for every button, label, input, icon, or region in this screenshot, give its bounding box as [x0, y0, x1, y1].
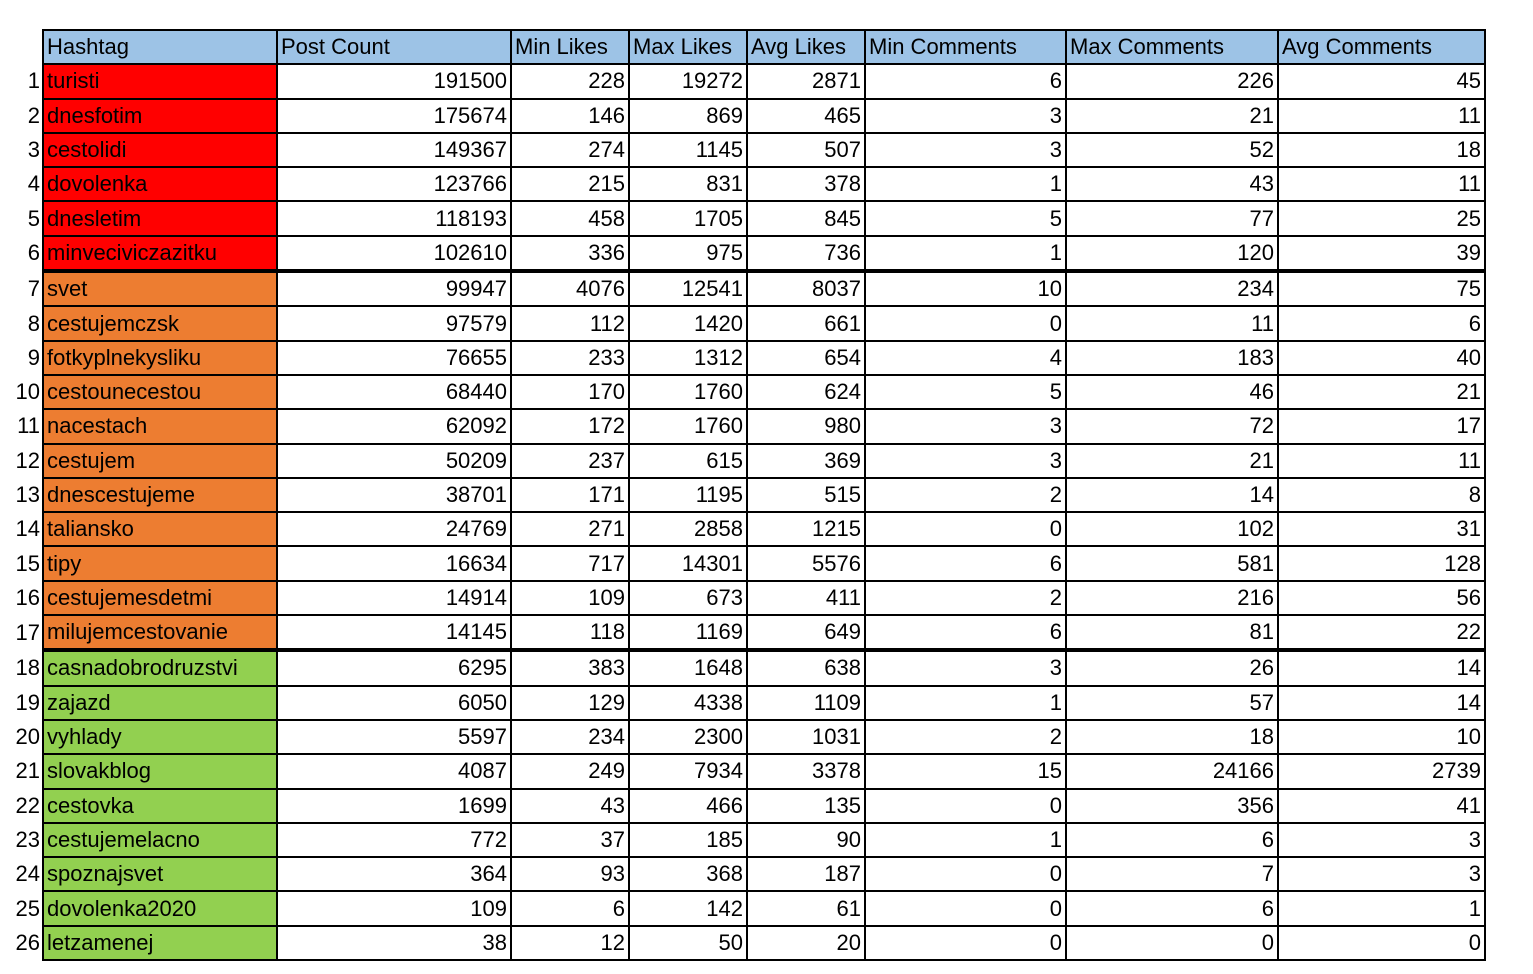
table-row [0, 581, 1485, 615]
column-header-post-count: Post Count [277, 30, 511, 64]
max-likes-cell: 615 [629, 444, 747, 478]
avg-likes-cell: 661 [747, 306, 865, 340]
avg-comments-cell: 11 [1278, 444, 1485, 478]
avg-likes-cell: 5576 [747, 546, 865, 580]
min-comments-cell: 3 [865, 650, 1066, 685]
min-likes-cell: 112 [511, 306, 629, 340]
column-header-avg-likes: Avg Likes [747, 30, 865, 64]
min-comments-cell: 6 [865, 546, 1066, 580]
hashtag-cell: slovakblog [43, 754, 277, 788]
post-count-cell: 14145 [277, 615, 511, 650]
max-likes-cell: 50 [629, 926, 747, 960]
max-comments-cell: 14 [1066, 478, 1278, 512]
avg-likes-cell: 465 [747, 99, 865, 133]
avg-comments-cell: 45 [1278, 64, 1485, 98]
row-number: 5 [27, 205, 40, 231]
avg-likes-cell: 1215 [747, 512, 865, 546]
hashtag-cell: tipy [43, 546, 277, 580]
min-likes-cell: 271 [511, 512, 629, 546]
column-header-max-likes: Max Likes [629, 30, 747, 64]
max-likes-cell: 673 [629, 581, 747, 615]
min-likes-cell: 172 [511, 409, 629, 443]
table-row [0, 754, 1485, 788]
max-likes-cell: 142 [629, 891, 747, 925]
max-comments-cell: 7 [1066, 857, 1278, 891]
min-comments-cell: 0 [865, 926, 1066, 960]
avg-comments-cell: 41 [1278, 789, 1485, 823]
avg-comments-cell: 2739 [1278, 754, 1485, 788]
post-count-cell: 5597 [277, 720, 511, 754]
table-row [0, 99, 1485, 133]
min-likes-cell: 37 [511, 823, 629, 857]
post-count-cell: 118193 [277, 201, 511, 235]
hashtag-cell: casnadobrodruzstvi [43, 650, 277, 685]
max-comments-cell: 81 [1066, 615, 1278, 650]
min-comments-cell: 1 [865, 236, 1066, 271]
row-number: 16 [15, 584, 40, 610]
row-number: 13 [15, 482, 40, 507]
avg-comments-cell: 14 [1278, 686, 1485, 720]
avg-likes-cell: 638 [747, 650, 865, 685]
table-row [0, 306, 1485, 340]
min-likes-cell: 274 [511, 133, 629, 167]
max-comments-cell: 226 [1066, 64, 1278, 98]
min-comments-cell: 3 [865, 444, 1066, 478]
avg-comments-cell: 11 [1278, 167, 1485, 201]
max-comments-cell: 11 [1066, 306, 1278, 340]
avg-comments-cell: 128 [1278, 546, 1485, 580]
column-header-avg-comments: Avg Comments [1278, 30, 1485, 64]
max-comments-cell: 72 [1066, 409, 1278, 443]
row-number: 2 [27, 102, 40, 128]
min-comments-cell: 6 [865, 64, 1066, 98]
max-likes-cell: 12541 [629, 271, 747, 306]
column-header-hashtag: Hashtag [43, 30, 277, 64]
table-row [0, 271, 1485, 306]
row-number: 23 [15, 826, 40, 852]
column-header-min-comments: Min Comments [865, 30, 1066, 64]
min-likes-cell: 129 [511, 686, 629, 720]
row-number: 10 [15, 379, 40, 405]
table-row [0, 167, 1485, 201]
row-number: 26 [15, 929, 40, 955]
max-comments-cell: 0 [1066, 926, 1278, 960]
post-count-cell: 68440 [277, 375, 511, 409]
max-comments-cell: 57 [1066, 686, 1278, 720]
table-row [0, 926, 1485, 960]
max-comments-cell: 77 [1066, 201, 1278, 235]
max-comments-cell: 46 [1066, 375, 1278, 409]
hashtag-cell: cestolidi [43, 133, 277, 167]
avg-likes-cell: 411 [747, 581, 865, 615]
min-comments-cell: 0 [865, 306, 1066, 340]
hashtag-cell: spoznajsvet [43, 857, 277, 891]
min-comments-cell: 15 [865, 754, 1066, 788]
hashtag-cell: fotkyplnekysliku [43, 341, 277, 375]
table-row [0, 512, 1485, 546]
max-likes-cell: 368 [629, 857, 747, 891]
avg-comments-cell: 17 [1278, 409, 1485, 443]
max-comments-cell: 6 [1066, 891, 1278, 925]
row-number: 17 [15, 619, 40, 645]
max-comments-cell: 26 [1066, 650, 1278, 685]
max-likes-cell: 19272 [629, 64, 747, 98]
post-count-cell: 38701 [277, 478, 511, 512]
avg-likes-cell: 1031 [747, 720, 865, 754]
min-likes-cell: 336 [511, 236, 629, 271]
max-likes-cell: 466 [629, 789, 747, 823]
max-likes-cell: 7934 [629, 754, 747, 788]
table-row [0, 720, 1485, 754]
max-comments-cell: 43 [1066, 167, 1278, 201]
row-number: 19 [15, 689, 40, 715]
row-number: 22 [15, 792, 40, 818]
min-likes-cell: 215 [511, 167, 629, 201]
max-likes-cell: 185 [629, 823, 747, 857]
post-count-cell: 6050 [277, 686, 511, 720]
hashtag-cell: cestovka [43, 789, 277, 823]
post-count-cell: 62092 [277, 409, 511, 443]
min-likes-cell: 170 [511, 375, 629, 409]
max-comments-cell: 24166 [1066, 754, 1278, 788]
min-comments-cell: 3 [865, 409, 1066, 443]
avg-comments-cell: 21 [1278, 375, 1485, 409]
post-count-cell: 24769 [277, 512, 511, 546]
min-likes-cell: 249 [511, 754, 629, 788]
row-number: 15 [15, 550, 40, 576]
avg-likes-cell: 90 [747, 823, 865, 857]
max-likes-cell: 1420 [629, 306, 747, 340]
max-likes-cell: 14301 [629, 546, 747, 580]
max-comments-cell: 120 [1066, 236, 1278, 271]
min-comments-cell: 2 [865, 478, 1066, 512]
avg-likes-cell: 1109 [747, 686, 865, 720]
hashtag-cell: dnescestujeme [43, 478, 277, 512]
max-comments-cell: 356 [1066, 789, 1278, 823]
max-likes-cell: 1145 [629, 133, 747, 167]
min-likes-cell: 109 [511, 581, 629, 615]
avg-comments-cell: 3 [1278, 823, 1485, 857]
hashtag-cell: cestujem [43, 444, 277, 478]
table-row [0, 478, 1485, 512]
row-number: 12 [15, 447, 40, 473]
post-count-cell: 76655 [277, 341, 511, 375]
min-comments-cell: 6 [865, 615, 1066, 650]
max-likes-cell: 2300 [629, 720, 747, 754]
avg-likes-cell: 649 [747, 615, 865, 650]
avg-comments-cell: 22 [1278, 615, 1485, 650]
max-likes-cell: 1760 [629, 409, 747, 443]
post-count-cell: 364 [277, 857, 511, 891]
hashtag-cell: dnesletim [43, 201, 277, 235]
row-number: 25 [15, 895, 40, 921]
avg-likes-cell: 515 [747, 478, 865, 512]
row-number: 8 [27, 310, 40, 336]
hashtag-cell: zajazd [43, 686, 277, 720]
avg-comments-cell: 75 [1278, 271, 1485, 306]
post-count-cell: 149367 [277, 133, 511, 167]
max-likes-cell: 831 [629, 167, 747, 201]
max-likes-cell: 1195 [629, 478, 747, 512]
min-likes-cell: 237 [511, 444, 629, 478]
avg-comments-cell: 0 [1278, 926, 1485, 960]
post-count-cell: 175674 [277, 99, 511, 133]
avg-likes-cell: 654 [747, 341, 865, 375]
avg-comments-cell: 31 [1278, 512, 1485, 546]
max-comments-cell: 102 [1066, 512, 1278, 546]
avg-comments-cell: 1 [1278, 891, 1485, 925]
row-number: 21 [15, 758, 40, 784]
row-number: 1 [27, 68, 40, 94]
min-likes-cell: 12 [511, 926, 629, 960]
min-likes-cell: 93 [511, 857, 629, 891]
hashtag-cell: milujemcestovanie [43, 615, 277, 650]
avg-likes-cell: 736 [747, 236, 865, 271]
post-count-cell: 109 [277, 891, 511, 925]
table-row [0, 857, 1485, 891]
hashtag-cell: svet [43, 271, 277, 306]
avg-comments-cell: 11 [1278, 99, 1485, 133]
avg-likes-cell: 980 [747, 409, 865, 443]
post-count-cell: 772 [277, 823, 511, 857]
column-header-min-likes: Min Likes [511, 30, 629, 64]
row-number: 20 [15, 724, 40, 750]
row-number: 11 [17, 413, 40, 439]
hashtag-cell: letzamenej [43, 926, 277, 960]
max-likes-cell: 2858 [629, 512, 747, 546]
avg-comments-cell: 56 [1278, 581, 1485, 615]
avg-likes-cell: 369 [747, 444, 865, 478]
max-comments-cell: 21 [1066, 99, 1278, 133]
min-comments-cell: 5 [865, 375, 1066, 409]
avg-comments-cell: 10 [1278, 720, 1485, 754]
hashtag-cell: dovolenka [43, 167, 277, 201]
hashtag-cell: nacestach [43, 409, 277, 443]
post-count-cell: 4087 [277, 754, 511, 788]
max-likes-cell: 1169 [629, 615, 747, 650]
table-row [0, 789, 1485, 823]
avg-likes-cell: 61 [747, 891, 865, 925]
min-comments-cell: 0 [865, 789, 1066, 823]
avg-comments-cell: 8 [1278, 478, 1485, 512]
max-likes-cell: 1648 [629, 650, 747, 685]
avg-likes-cell: 2871 [747, 64, 865, 98]
table-row [0, 64, 1485, 98]
min-comments-cell: 3 [865, 99, 1066, 133]
min-likes-cell: 383 [511, 650, 629, 685]
post-count-cell: 16634 [277, 546, 511, 580]
table-row [0, 686, 1485, 720]
min-likes-cell: 118 [511, 615, 629, 650]
table-body [0, 30, 1485, 960]
post-count-cell: 97579 [277, 306, 511, 340]
min-comments-cell: 1 [865, 823, 1066, 857]
min-likes-cell: 717 [511, 546, 629, 580]
row-number: 24 [15, 861, 40, 887]
max-likes-cell: 4338 [629, 686, 747, 720]
corner-cell [0, 30, 43, 64]
post-count-cell: 123766 [277, 167, 511, 201]
max-comments-cell: 18 [1066, 720, 1278, 754]
max-likes-cell: 1705 [629, 201, 747, 235]
min-comments-cell: 2 [865, 720, 1066, 754]
hashtag-cell: vyhlady [43, 720, 277, 754]
max-comments-cell: 52 [1066, 133, 1278, 167]
hashtag-cell: dovolenka2020 [43, 891, 277, 925]
avg-likes-cell: 845 [747, 201, 865, 235]
avg-likes-cell: 135 [747, 789, 865, 823]
table-row [0, 201, 1485, 235]
max-comments-cell: 581 [1066, 546, 1278, 580]
min-comments-cell: 10 [865, 271, 1066, 306]
min-likes-cell: 228 [511, 64, 629, 98]
max-likes-cell: 1760 [629, 375, 747, 409]
max-comments-cell: 183 [1066, 341, 1278, 375]
table-row [0, 823, 1485, 857]
avg-comments-cell: 14 [1278, 650, 1485, 685]
min-likes-cell: 171 [511, 478, 629, 512]
hashtag-cell: cestujemczsk [43, 306, 277, 340]
hashtag-cell: taliansko [43, 512, 277, 546]
table-row [0, 546, 1485, 580]
post-count-cell: 38 [277, 926, 511, 960]
avg-comments-cell: 39 [1278, 236, 1485, 271]
min-comments-cell: 0 [865, 512, 1066, 546]
row-number: 7 [27, 275, 40, 301]
table-row [0, 650, 1485, 685]
table-row [0, 133, 1485, 167]
hashtag-cell: cestounecestou [43, 375, 277, 409]
avg-likes-cell: 8037 [747, 271, 865, 306]
table-row [0, 341, 1485, 375]
min-comments-cell: 2 [865, 581, 1066, 615]
min-likes-cell: 146 [511, 99, 629, 133]
hashtag-table [0, 29, 1486, 961]
post-count-cell: 191500 [277, 64, 511, 98]
avg-likes-cell: 507 [747, 133, 865, 167]
min-likes-cell: 458 [511, 201, 629, 235]
min-likes-cell: 233 [511, 341, 629, 375]
avg-comments-cell: 25 [1278, 201, 1485, 235]
min-likes-cell: 6 [511, 891, 629, 925]
post-count-cell: 99947 [277, 271, 511, 306]
header-row [0, 30, 1485, 64]
hashtag-cell: cestujemelacno [43, 823, 277, 857]
avg-likes-cell: 624 [747, 375, 865, 409]
min-likes-cell: 43 [511, 789, 629, 823]
column-header-max-comments: Max Comments [1066, 30, 1278, 64]
row-number: 14 [15, 516, 40, 542]
row-number: 3 [27, 137, 40, 163]
table-row [0, 409, 1485, 443]
post-count-cell: 102610 [277, 236, 511, 271]
avg-likes-cell: 187 [747, 857, 865, 891]
avg-comments-cell: 18 [1278, 133, 1485, 167]
min-comments-cell: 1 [865, 167, 1066, 201]
avg-comments-cell: 6 [1278, 306, 1485, 340]
avg-comments-cell: 3 [1278, 857, 1485, 891]
max-likes-cell: 975 [629, 236, 747, 271]
table-row [0, 236, 1485, 271]
hashtag-cell: minveciviczazitku [43, 236, 277, 271]
max-comments-cell: 216 [1066, 581, 1278, 615]
min-comments-cell: 0 [865, 891, 1066, 925]
max-comments-cell: 234 [1066, 271, 1278, 306]
row-number: 18 [15, 654, 40, 680]
max-comments-cell: 6 [1066, 823, 1278, 857]
row-number: 4 [27, 171, 40, 197]
hashtag-cell: cestujemesdetmi [43, 581, 277, 615]
min-comments-cell: 0 [865, 857, 1066, 891]
table-row [0, 375, 1485, 409]
avg-comments-cell: 40 [1278, 341, 1485, 375]
post-count-cell: 14914 [277, 581, 511, 615]
max-likes-cell: 1312 [629, 341, 747, 375]
table-row [0, 444, 1485, 478]
hashtag-cell: dnesfotim [43, 99, 277, 133]
min-comments-cell: 3 [865, 133, 1066, 167]
post-count-cell: 1699 [277, 789, 511, 823]
table-row [0, 891, 1485, 925]
avg-likes-cell: 378 [747, 167, 865, 201]
avg-likes-cell: 20 [747, 926, 865, 960]
min-comments-cell: 1 [865, 686, 1066, 720]
min-comments-cell: 4 [865, 341, 1066, 375]
min-comments-cell: 5 [865, 201, 1066, 235]
row-number: 6 [27, 240, 40, 266]
min-likes-cell: 234 [511, 720, 629, 754]
post-count-cell: 50209 [277, 444, 511, 478]
avg-likes-cell: 3378 [747, 754, 865, 788]
max-likes-cell: 869 [629, 99, 747, 133]
min-likes-cell: 4076 [511, 271, 629, 306]
row-number: 9 [27, 344, 40, 370]
post-count-cell: 6295 [277, 650, 511, 685]
table-row [0, 615, 1485, 650]
hashtag-cell: turisti [43, 64, 277, 98]
max-comments-cell: 21 [1066, 444, 1278, 478]
